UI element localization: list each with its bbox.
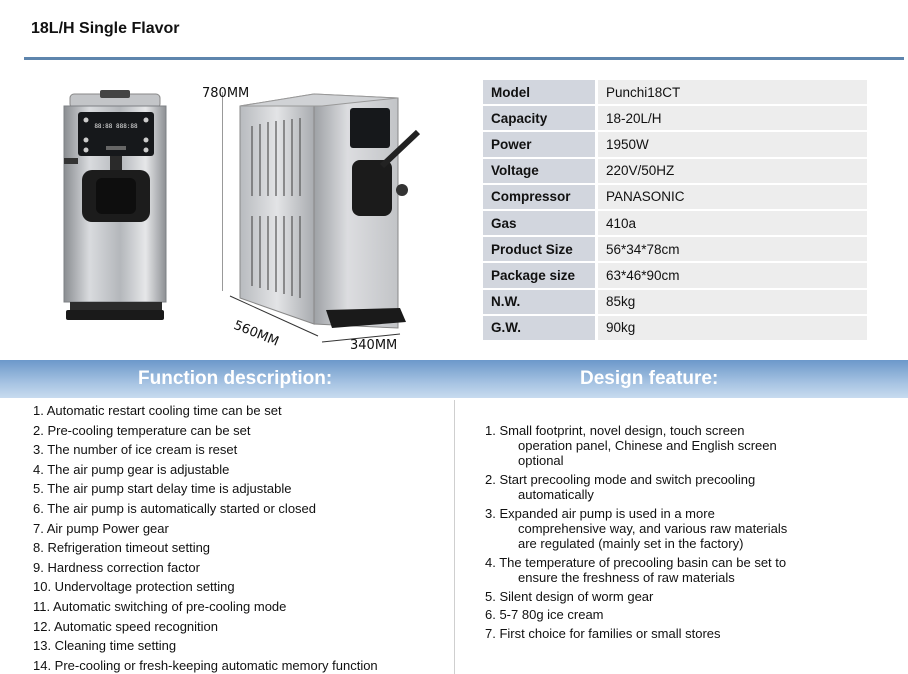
function-heading: Function description: — [138, 368, 333, 389]
feature-line: 7. First choice for families or small stores — [485, 625, 721, 641]
feature-line: 3. Expanded air pump is used in a more — [485, 505, 715, 521]
feature-line: 1. Small footprint, novel design, touch screen — [485, 423, 745, 438]
list-item: 9. Hardness correction factor — [33, 559, 200, 575]
spec-row — [483, 263, 867, 287]
feature-line: operation panel, Chinese and English screen — [518, 438, 777, 454]
spec-row — [483, 316, 867, 340]
spec-value: 1950W — [595, 132, 867, 156]
spec-row — [483, 132, 867, 156]
list-item: 1. Automatic restart cooling time can be set — [33, 403, 282, 418]
list-item: 6. The air pump is automatically started or closed — [33, 500, 317, 516]
spec-label: Gas — [483, 211, 595, 235]
control-panel-readout: 88:88 888:88 — [94, 123, 138, 130]
feature-line: 6. 5-7 80g ice cream — [485, 607, 604, 623]
spec-row — [483, 80, 867, 104]
list-item — [485, 506, 865, 552]
spec-label: Power — [483, 132, 595, 156]
feature-line: 2. Start precooling mode and switch precooling — [485, 472, 756, 487]
list-item: 4. The air pump gear is adjustable — [33, 461, 230, 477]
feature-line: ensure the freshness of raw materials — [518, 570, 735, 585]
function-list — [33, 401, 378, 674]
list-item: 2. Pre-cooling temperature can be set — [33, 422, 251, 438]
spec-value: 410a — [595, 211, 867, 235]
list-item: 3. The number of ice cream is reset — [33, 442, 238, 458]
machine-front-image — [56, 90, 174, 325]
list-item: 7. Air pump Power gear — [33, 520, 169, 536]
feature-line: 5. Silent design of worm gear — [485, 588, 654, 604]
list-item: 8. Refrigeration timeout setting — [33, 540, 211, 556]
spec-value: 220V/50HZ — [595, 159, 867, 183]
list-item — [485, 607, 865, 622]
spec-value: Punchi18CT — [595, 80, 867, 104]
page-title: 18L/H Single Flavor — [31, 20, 180, 37]
spec-label: Model — [483, 80, 595, 104]
spec-label: Voltage — [483, 159, 595, 183]
spec-row — [483, 290, 867, 314]
spec-label: Capacity — [483, 106, 595, 130]
machine-side-image — [222, 86, 427, 356]
feature-line: optional — [518, 453, 564, 469]
list-item — [485, 423, 865, 469]
title-divider — [24, 57, 904, 60]
feature-line: are regulated (mainly set in the factory) — [518, 536, 744, 552]
list-item — [485, 589, 865, 604]
list-item — [485, 626, 865, 641]
feature-line: automatically — [518, 487, 594, 503]
spec-table — [483, 78, 867, 342]
list-item: 5. The air pump start delay time is adjustable — [33, 481, 292, 497]
list-item — [485, 472, 865, 502]
column-divider — [454, 400, 455, 674]
list-item: 11. Automatic switching of pre-cooling mode — [33, 598, 287, 614]
list-item: 14. Pre-cooling or fresh-keeping automatic memory function — [33, 657, 378, 673]
feature-line: 4. The temperature of precooling basin can be set to — [485, 554, 787, 570]
spec-label: G.W. — [483, 316, 595, 340]
spec-row — [483, 106, 867, 130]
spec-value: 63*46*90cm — [595, 263, 867, 287]
spec-value: 18-20L/H — [595, 106, 867, 130]
list-item: 10. Undervoltage protection setting — [33, 579, 235, 595]
spec-label: N.W. — [483, 290, 595, 314]
dimension-height-label: 780MM — [202, 86, 250, 101]
spec-value: 56*34*78cm — [595, 237, 867, 261]
spec-value: 85kg — [595, 290, 867, 314]
list-item: 12. Automatic speed recognition — [33, 618, 219, 634]
spec-row — [483, 237, 867, 261]
spec-label: Package size — [483, 263, 595, 287]
spec-row — [483, 211, 867, 235]
spec-row — [483, 159, 867, 183]
dimension-depth-label: 560MM — [231, 318, 281, 350]
list-item: 13. Cleaning time setting — [33, 638, 177, 654]
feature-line: comprehensive way, and various raw materials — [518, 521, 788, 536]
dimension-width-label: 340MM — [350, 338, 398, 353]
design-feature-list — [485, 423, 865, 644]
list-item — [485, 555, 865, 585]
spec-label: Product Size — [483, 237, 595, 261]
spec-value: PANASONIC — [595, 185, 867, 209]
spec-value: 90kg — [595, 316, 867, 340]
spec-label: Compressor — [483, 185, 595, 209]
design-heading: Design feature: — [580, 368, 719, 389]
spec-row — [483, 185, 867, 209]
section-header-band — [0, 360, 908, 398]
